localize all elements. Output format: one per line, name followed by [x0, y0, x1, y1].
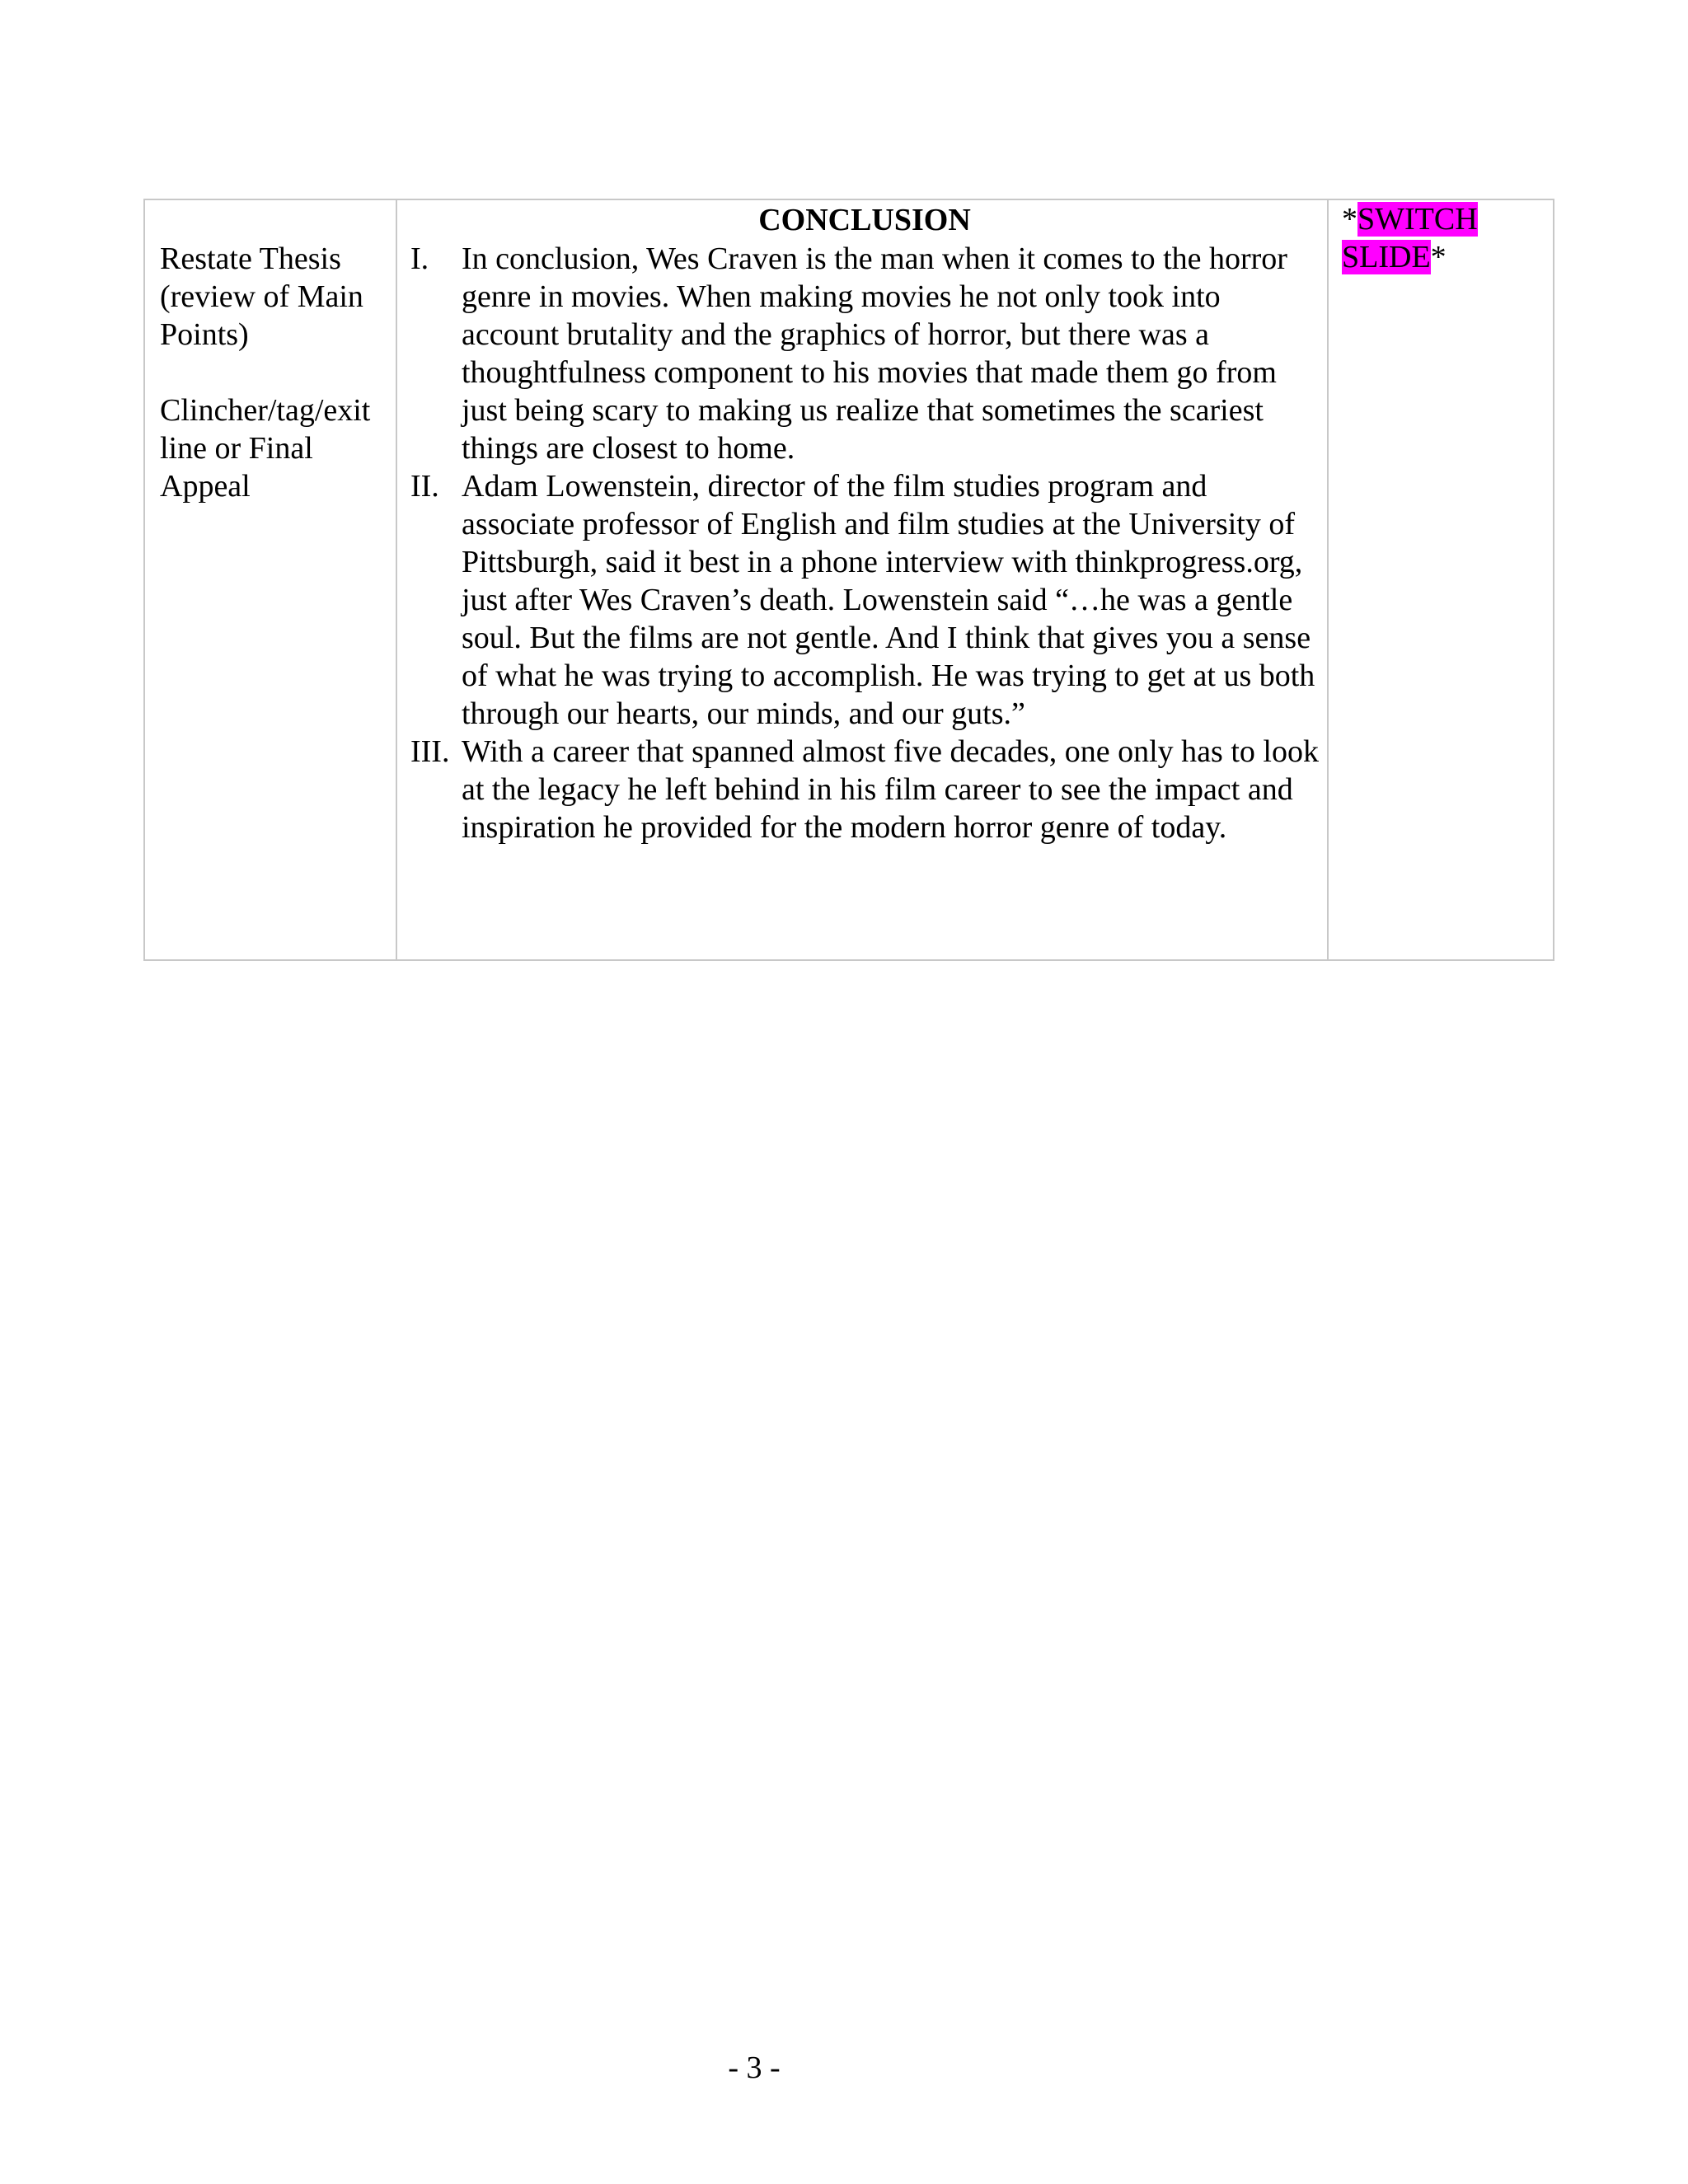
slide-cue-prefix: *: [1342, 202, 1357, 237]
outline-label-cell: [144, 199, 396, 960]
clincher-label: Clincher/tag/exit line or Final Appeal: [160, 393, 371, 504]
page-number: - 3 -: [728, 2050, 781, 2085]
outline-content-cell: [396, 199, 1328, 960]
list-item-number: I.: [410, 241, 429, 276]
slide-cue: [1329, 200, 1553, 276]
restate-thesis-label: Restate Thesis (review of Main Points): [160, 241, 363, 352]
conclusion-points-list: [410, 240, 1319, 846]
slide-cue-cell: [1328, 199, 1554, 960]
list-item-text: Adam Lowenstein, director of the film studies program and associate professor of English and film studies at the University of Pittsburgh, said it best in a phone interview with thinkprogress.org, just after Wes Craven’s death. Lowenstein said “…he was a gentle soul. But the films are not gentle. And I think that gives you a sense of what he was trying to accomplish. He was trying to get at us both through our hearts, our minds, and our guts.”: [462, 469, 1315, 731]
list-item-number: III.: [410, 734, 450, 769]
list-item-text: In conclusion, Wes Craven is the man when it comes to the horror genre in movies. When making movies he not only took into account brutality and the graphics of horror, but there was a thoughtfulness component to his movies that made them go from just being scary to making us realize that sometimes the scariest things are closest to home.: [462, 241, 1287, 466]
speech-outline-table: [143, 199, 1554, 961]
list-item: [410, 467, 1319, 733]
list-item-text: With a career that spanned almost five decades, one only has to look at the legacy he left behind in his film career to see the impact and inspiration he provided for the modern horror genre of today.: [462, 734, 1319, 845]
section-heading: CONCLUSION: [758, 203, 971, 237]
list-item: [410, 240, 1319, 467]
table-row: [144, 199, 1554, 960]
slide-cue-suffix: *: [1430, 240, 1447, 274]
list-item: [410, 733, 1319, 846]
list-item-number: II.: [410, 469, 439, 504]
switch-slide-highlight: SWITCH SLIDE: [1342, 202, 1478, 274]
